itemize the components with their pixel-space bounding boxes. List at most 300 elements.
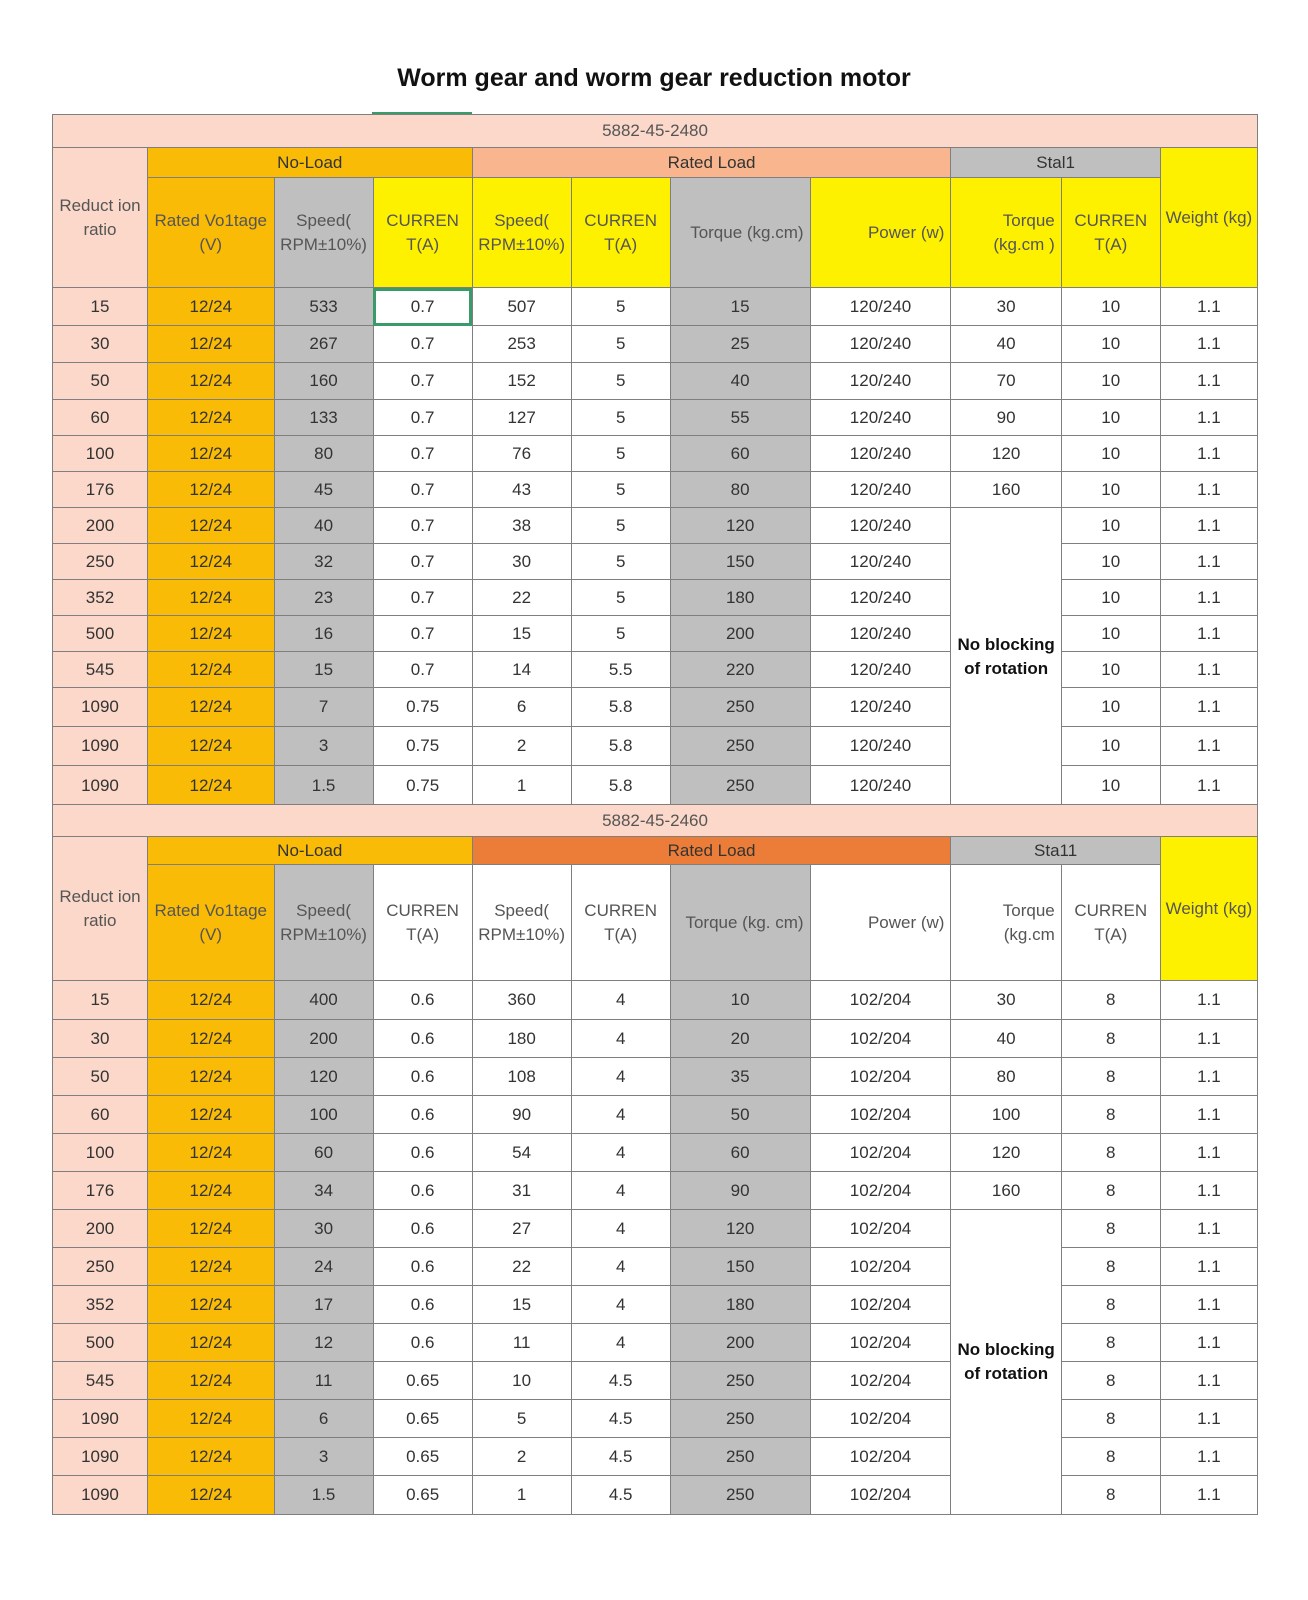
selected-cell: 0.7 [373,288,472,326]
rated-current-cell: 5.8 [571,727,670,766]
rated-voltage-cell: 12/24 [147,727,274,766]
rated-speed-cell: 108 [472,1058,571,1096]
table-row [53,1324,1258,1362]
table-row [53,400,1258,436]
power-cell: 120/240 [810,326,951,363]
rated-voltage-cell: 12/24 [147,508,274,544]
reduction-ratio-cell: 545 [53,1362,148,1400]
page-title: Worm gear and worm gear reduction motor [397,64,911,92]
no-load-speed-cell: 60 [274,1134,373,1172]
stall-current-cell: 10 [1061,472,1160,508]
no-load-current-cell: 0.65 [373,1438,472,1476]
stall-current-cell: 10 [1061,652,1160,688]
rated-load-group-header: Rated Load [472,148,951,178]
power-cell: 120/240 [810,652,951,688]
rated-current-cell: 5.5 [571,652,670,688]
power-cell: 102/204 [810,1286,951,1324]
no-load-current-cell: 0.7 [373,400,472,436]
table-row [53,1134,1258,1172]
weight-cell: 1.1 [1160,326,1257,363]
rated-current-cell: 4 [571,1210,670,1248]
weight-cell: 1.1 [1160,1286,1257,1324]
rated-torque-cell: 50 [670,1096,810,1134]
table-row [53,436,1258,472]
rated-current-cell: 4.5 [571,1400,670,1438]
reduction-ratio-cell: 1090 [53,688,148,727]
rated-current-cell: 4 [571,981,670,1020]
stall-current-cell: 8 [1061,1020,1160,1058]
power-cell: 120/240 [810,436,951,472]
rated-torque-cell: 60 [670,1134,810,1172]
rated-current-cell: 5 [571,472,670,508]
no-blocking-note: No blocking of rotation [951,508,1061,806]
rated-voltage-cell: 12/24 [147,1020,274,1058]
model-number: 5882-45-2480 [53,115,1258,148]
rated-current-cell: 5 [571,363,670,400]
rated-voltage-cell: 12/24 [147,1096,274,1134]
rated-voltage-cell: 12/24 [147,580,274,616]
rated-torque-cell: 20 [670,1020,810,1058]
rated-speed-cell: 27 [472,1210,571,1248]
stall-current-cell: 10 [1061,580,1160,616]
power-cell: 102/204 [810,1134,951,1172]
table-row [53,1362,1258,1400]
power-cell: 102/204 [810,1400,951,1438]
rated-voltage-cell: 12/24 [147,436,274,472]
model-number: 5882-45-2460 [53,805,1258,837]
weight-cell: 1.1 [1160,288,1257,326]
rated-speed-cell: 2 [472,727,571,766]
rated-torque-cell: 150 [670,544,810,580]
stall-torque-cell: 30 [951,981,1061,1020]
stall-current-cell: 10 [1061,288,1160,326]
stall-current-header: CURREN T(A) [1061,178,1160,288]
weight-cell: 1.1 [1160,616,1257,652]
no-load-speed-cell: 3 [274,1438,373,1476]
table-row [53,508,1258,544]
stall-current-cell: 8 [1061,1172,1160,1210]
rated-current-cell: 5 [571,508,670,544]
table-row [53,580,1258,616]
rated-speed-cell: 2 [472,1438,571,1476]
rated-current-cell: 5.8 [571,688,670,727]
rated-speed-cell: 22 [472,580,571,616]
stall-current-cell: 10 [1061,766,1160,806]
weight-cell: 1.1 [1160,1362,1257,1400]
weight-cell: 1.1 [1160,508,1257,544]
column-header-row [53,865,1258,981]
rated-torque-cell: 150 [670,1248,810,1286]
rated-speed-cell: 43 [472,472,571,508]
rated-torque-cell: 10 [670,981,810,1020]
table-row [53,727,1258,766]
rated-voltage-cell: 12/24 [147,981,274,1020]
power-cell: 102/204 [810,1438,951,1476]
reduction-ratio-cell: 60 [53,400,148,436]
reduction-ratio-cell: 250 [53,544,148,580]
no-load-speed-cell: 160 [274,363,373,400]
reduction-ratio-cell: 60 [53,1096,148,1134]
stall-current-cell: 10 [1061,727,1160,766]
table-row [53,616,1258,652]
power-cell: 120/240 [810,727,951,766]
reduction-ratio-cell: 30 [53,1020,148,1058]
stall-current-cell: 8 [1061,981,1160,1020]
stall-current-cell: 10 [1061,508,1160,544]
table-row [53,363,1258,400]
rated-speed-cell: 15 [472,616,571,652]
rated-speed-cell: 152 [472,363,571,400]
stall-group-header: Stal1 [951,148,1160,178]
rated-torque-header: Torque (kg.cm) [670,178,810,288]
rated-voltage-cell: 12/24 [147,616,274,652]
rated-speed-header: Speed( RPM±10%) [472,178,571,288]
no-load-group-header: No-Load [147,148,472,178]
no-load-speed-cell: 400 [274,981,373,1020]
table-row [53,1248,1258,1286]
rated-speed-cell: 38 [472,508,571,544]
reduction-ratio-cell: 1090 [53,727,148,766]
power-cell: 120/240 [810,766,951,806]
reduction-ratio-cell: 15 [53,288,148,326]
stall-current-cell: 10 [1061,688,1160,727]
rated-current-cell: 4 [571,1020,670,1058]
weight-cell: 1.1 [1160,766,1257,806]
stall-current-cell: 10 [1061,544,1160,580]
weight-cell: 1.1 [1160,1020,1257,1058]
rated-voltage-cell: 12/24 [147,1058,274,1096]
rated-torque-cell: 250 [670,1362,810,1400]
rated-voltage-cell: 12/24 [147,1134,274,1172]
power-cell: 102/204 [810,1362,951,1400]
no-load-speed-cell: 34 [274,1172,373,1210]
reduction-ratio-cell: 100 [53,436,148,472]
weight-cell: 1.1 [1160,472,1257,508]
group-header-row [53,837,1258,865]
rated-speed-header: Speed( RPM±10%) [472,865,571,981]
rated-voltage-cell: 12/24 [147,1362,274,1400]
table-row [53,1438,1258,1476]
table-row [53,1210,1258,1248]
stall-torque-header: Torque (kg.cm [951,865,1061,981]
no-load-speed-cell: 30 [274,1210,373,1248]
no-load-current-cell: 0.7 [373,326,472,363]
no-load-current-cell: 0.7 [373,363,472,400]
stall-current-cell: 8 [1061,1400,1160,1438]
model-row [53,115,1258,148]
weight-cell: 1.1 [1160,400,1257,436]
no-load-current-cell: 0.7 [373,472,472,508]
rated-torque-cell: 15 [670,288,810,326]
reduction-ratio-cell: 352 [53,1286,148,1324]
power-cell: 102/204 [810,1476,951,1515]
rated-torque-cell: 250 [670,727,810,766]
reduction-ratio-cell: 250 [53,1248,148,1286]
rated-current-cell: 4 [571,1286,670,1324]
stall-current-cell: 10 [1061,616,1160,652]
stall-torque-cell: 120 [951,1134,1061,1172]
power-cell: 102/204 [810,1172,951,1210]
no-load-speed-cell: 133 [274,400,373,436]
stall-current-cell: 8 [1061,1362,1160,1400]
power-cell: 120/240 [810,288,951,326]
no-load-current-cell: 0.7 [373,544,472,580]
power-cell: 120/240 [810,580,951,616]
no-load-speed-header: Speed( RPM±10%) [274,178,373,288]
table-row [53,326,1258,363]
no-load-current-cell: 0.7 [373,436,472,472]
no-load-current-cell: 0.75 [373,766,472,806]
stall-torque-cell: 90 [951,400,1061,436]
no-load-current-cell: 0.6 [373,1134,472,1172]
rated-speed-cell: 507 [472,288,571,326]
rated-voltage-header: Rated Vo1tage (V) [147,178,274,288]
model-row [53,805,1258,837]
spec-table-5882-45-2480 [52,114,1258,806]
no-load-current-cell: 0.6 [373,1210,472,1248]
stall-current-cell: 8 [1061,1134,1160,1172]
table-row [53,544,1258,580]
no-load-current-header: CURREN T(A) [373,865,472,981]
rated-current-cell: 5.8 [571,766,670,806]
rated-voltage-cell: 12/24 [147,544,274,580]
rated-current-header: CURREN T(A) [571,865,670,981]
power-cell: 102/204 [810,1020,951,1058]
reduction-ratio-cell: 30 [53,326,148,363]
stall-torque-cell: 70 [951,363,1061,400]
reduction-ratio-cell: 545 [53,652,148,688]
rated-speed-cell: 30 [472,544,571,580]
power-cell: 120/240 [810,363,951,400]
stall-torque-cell: 160 [951,1172,1061,1210]
stall-torque-header: Torque (kg.cm ) [951,178,1061,288]
weight-header: Weight (kg) [1160,837,1257,981]
reduction-ratio-cell: 1090 [53,766,148,806]
no-load-current-cell: 0.7 [373,508,472,544]
rated-speed-cell: 76 [472,436,571,472]
rated-torque-cell: 250 [670,766,810,806]
power-cell: 102/204 [810,981,951,1020]
stall-current-cell: 10 [1061,326,1160,363]
rated-torque-cell: 40 [670,363,810,400]
table-row [53,288,1258,326]
weight-cell: 1.1 [1160,1476,1257,1515]
rated-current-cell: 5 [571,580,670,616]
reduction-ratio-cell: 1090 [53,1438,148,1476]
power-cell: 120/240 [810,688,951,727]
stall-current-cell: 10 [1061,363,1160,400]
rated-torque-cell: 220 [670,652,810,688]
no-load-current-cell: 0.65 [373,1362,472,1400]
reduction-ratio-cell: 352 [53,580,148,616]
rated-voltage-header: Rated Vo1tage (V) [147,865,274,981]
table-row [53,1020,1258,1058]
weight-cell: 1.1 [1160,688,1257,727]
no-load-speed-cell: 11 [274,1362,373,1400]
rated-current-cell: 5 [571,544,670,580]
rated-speed-cell: 253 [472,326,571,363]
rated-voltage-cell: 12/24 [147,1286,274,1324]
rated-voltage-cell: 12/24 [147,363,274,400]
no-load-speed-cell: 12 [274,1324,373,1362]
no-load-current-cell: 0.65 [373,1400,472,1438]
rated-current-cell: 4.5 [571,1476,670,1515]
rated-speed-cell: 127 [472,400,571,436]
weight-cell: 1.1 [1160,544,1257,580]
weight-cell: 1.1 [1160,652,1257,688]
no-load-current-cell: 0.65 [373,1476,472,1515]
weight-cell: 1.1 [1160,727,1257,766]
no-load-group-header: No-Load [147,837,472,865]
reduction-ratio-cell: 15 [53,981,148,1020]
rated-torque-cell: 60 [670,436,810,472]
reduction-ratio-cell: 50 [53,363,148,400]
no-load-speed-cell: 80 [274,436,373,472]
rated-current-cell: 5 [571,288,670,326]
no-load-speed-cell: 6 [274,1400,373,1438]
weight-header: Weight (kg) [1160,148,1257,288]
rated-torque-cell: 80 [670,472,810,508]
stall-current-cell: 8 [1061,1476,1160,1515]
stall-torque-cell: 100 [951,1096,1061,1134]
stall-current-cell: 10 [1061,436,1160,472]
table-row [53,1172,1258,1210]
no-load-current-cell: 0.6 [373,981,472,1020]
rated-voltage-cell: 12/24 [147,1210,274,1248]
weight-cell: 1.1 [1160,981,1257,1020]
no-load-current-cell: 0.7 [373,616,472,652]
reduction-ratio-cell: 200 [53,1210,148,1248]
no-load-current-cell: 0.6 [373,1248,472,1286]
power-cell: 102/204 [810,1248,951,1286]
rated-voltage-cell: 12/24 [147,288,274,326]
rated-current-cell: 4 [571,1096,670,1134]
no-load-speed-cell: 120 [274,1058,373,1096]
reduction-ratio-header: Reduct ion ratio [53,148,148,288]
rated-voltage-cell: 12/24 [147,1172,274,1210]
rated-torque-cell: 90 [670,1172,810,1210]
reduction-ratio-cell: 176 [53,472,148,508]
rated-current-header: CURREN T(A) [571,178,670,288]
power-cell: 102/204 [810,1210,951,1248]
weight-cell: 1.1 [1160,1324,1257,1362]
power-header: Power (w) [810,178,951,288]
rated-torque-cell: 250 [670,688,810,727]
power-cell: 120/240 [810,544,951,580]
reduction-ratio-header: Reduct ion ratio [53,837,148,981]
reduction-ratio-cell: 100 [53,1134,148,1172]
no-load-speed-cell: 1.5 [274,766,373,806]
stall-torque-cell: 40 [951,326,1061,363]
table-row [53,1058,1258,1096]
power-cell: 120/240 [810,472,951,508]
rated-voltage-cell: 12/24 [147,688,274,727]
no-load-speed-cell: 7 [274,688,373,727]
rated-speed-cell: 5 [472,1400,571,1438]
rated-torque-cell: 250 [670,1438,810,1476]
no-load-current-cell: 0.6 [373,1058,472,1096]
stall-current-cell: 8 [1061,1248,1160,1286]
stall-torque-cell: 120 [951,436,1061,472]
weight-cell: 1.1 [1160,1172,1257,1210]
rated-current-cell: 4 [571,1134,670,1172]
no-load-current-cell: 0.6 [373,1096,472,1134]
no-load-speed-cell: 23 [274,580,373,616]
no-load-speed-cell: 24 [274,1248,373,1286]
no-blocking-note: No blocking of rotation [951,1210,1061,1515]
no-load-speed-cell: 32 [274,544,373,580]
power-cell: 102/204 [810,1324,951,1362]
rated-torque-cell: 120 [670,1210,810,1248]
weight-cell: 1.1 [1160,1438,1257,1476]
power-cell: 120/240 [810,400,951,436]
no-load-current-cell: 0.6 [373,1324,472,1362]
no-load-speed-header: Speed( RPM±10%) [274,865,373,981]
rated-speed-cell: 6 [472,688,571,727]
rated-torque-cell: 55 [670,400,810,436]
column-header-row [53,178,1258,288]
rated-voltage-cell: 12/24 [147,1476,274,1515]
no-load-current-cell: 0.75 [373,727,472,766]
stall-current-cell: 8 [1061,1438,1160,1476]
rated-speed-cell: 1 [472,766,571,806]
rated-torque-cell: 200 [670,1324,810,1362]
rated-voltage-cell: 12/24 [147,1248,274,1286]
rated-speed-cell: 1 [472,1476,571,1515]
rated-current-cell: 4.5 [571,1438,670,1476]
reduction-ratio-cell: 500 [53,1324,148,1362]
table-row [53,1096,1258,1134]
rated-speed-cell: 11 [472,1324,571,1362]
rated-voltage-cell: 12/24 [147,652,274,688]
rated-current-cell: 4 [571,1248,670,1286]
rated-speed-cell: 54 [472,1134,571,1172]
rated-voltage-cell: 12/24 [147,766,274,806]
no-load-speed-cell: 100 [274,1096,373,1134]
no-load-speed-cell: 267 [274,326,373,363]
no-load-current-cell: 0.6 [373,1286,472,1324]
group-header-row [53,148,1258,178]
weight-cell: 1.1 [1160,1210,1257,1248]
spec-table-5882-45-2460 [52,804,1258,1515]
rated-torque-cell: 180 [670,1286,810,1324]
rated-current-cell: 5 [571,436,670,472]
table-row [53,1400,1258,1438]
rated-speed-cell: 180 [472,1020,571,1058]
reduction-ratio-cell: 500 [53,616,148,652]
table-row [53,766,1258,806]
reduction-ratio-cell: 200 [53,508,148,544]
rated-current-cell: 5 [571,326,670,363]
weight-cell: 1.1 [1160,363,1257,400]
rated-speed-cell: 90 [472,1096,571,1134]
stall-current-cell: 8 [1061,1058,1160,1096]
stall-torque-cell: 160 [951,472,1061,508]
rated-current-cell: 5 [571,400,670,436]
power-header: Power (w) [810,865,951,981]
rated-torque-cell: 180 [670,580,810,616]
no-load-current-cell: 0.6 [373,1020,472,1058]
rated-torque-cell: 200 [670,616,810,652]
rated-voltage-cell: 12/24 [147,1400,274,1438]
stall-torque-cell: 80 [951,1058,1061,1096]
rated-voltage-cell: 12/24 [147,1438,274,1476]
reduction-ratio-cell: 50 [53,1058,148,1096]
weight-cell: 1.1 [1160,436,1257,472]
power-cell: 120/240 [810,616,951,652]
no-load-speed-cell: 45 [274,472,373,508]
rated-voltage-cell: 12/24 [147,1324,274,1362]
